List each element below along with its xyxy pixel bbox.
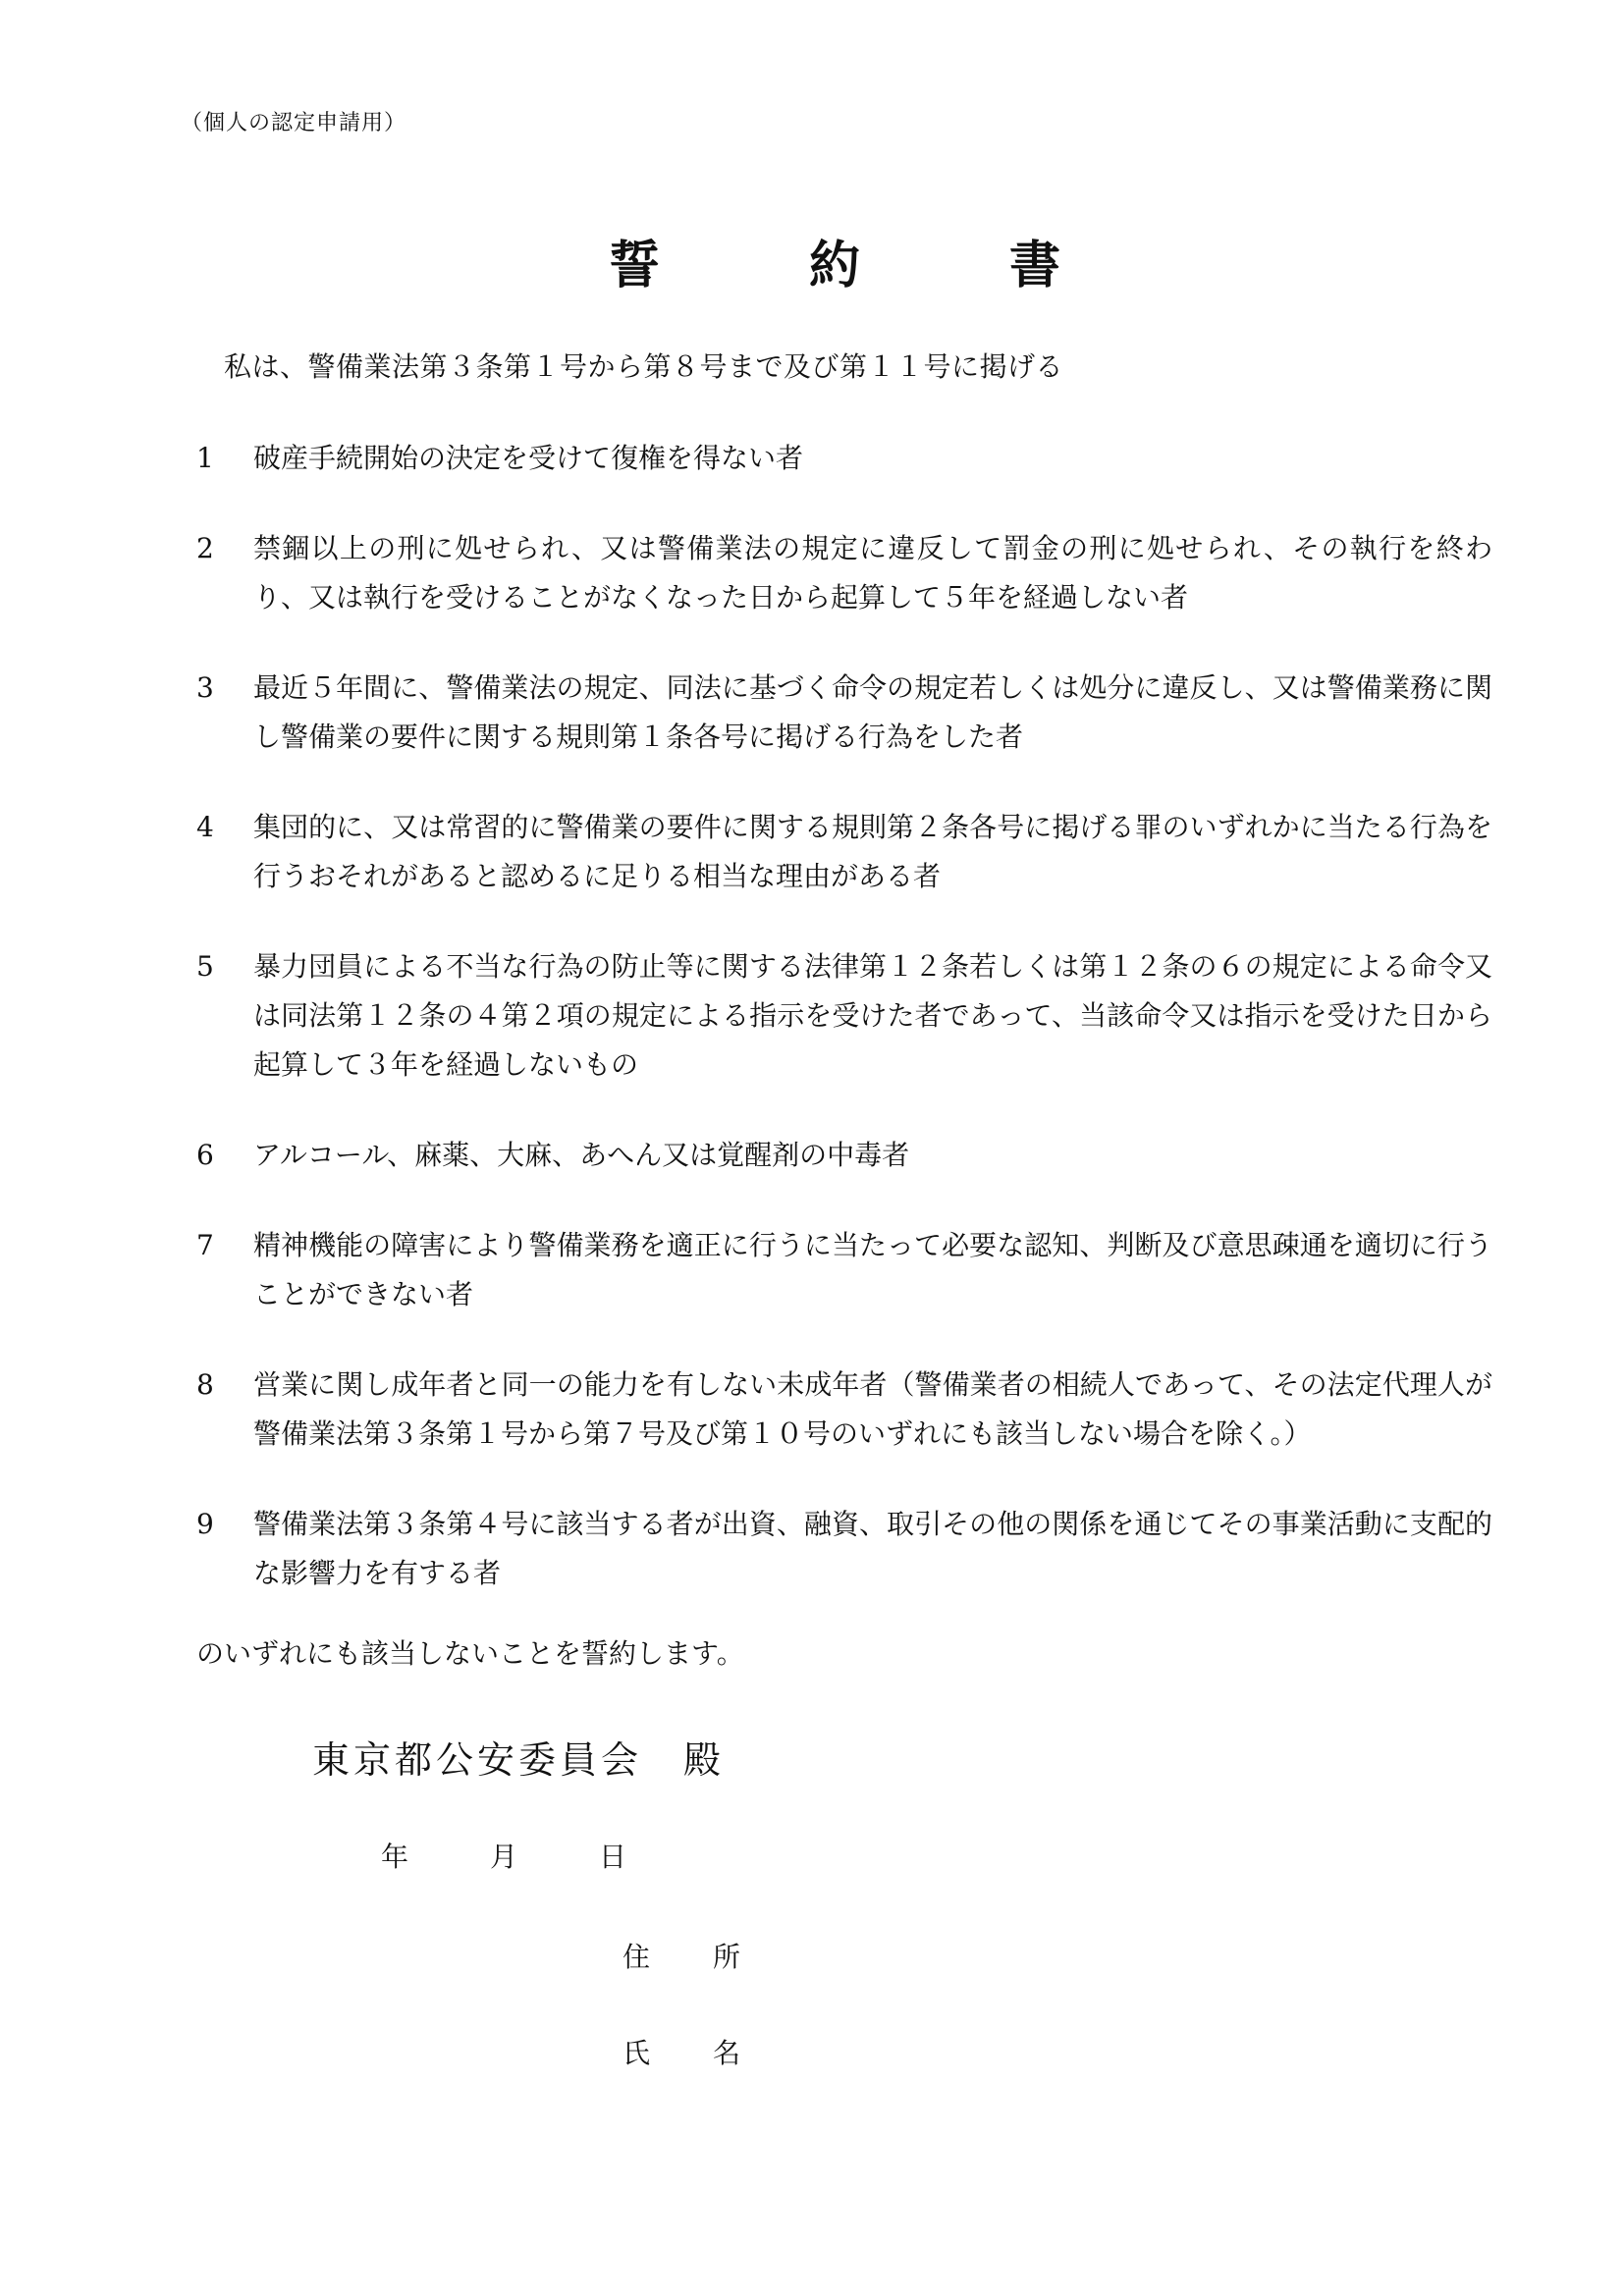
item-number: 3 [196, 671, 214, 704]
item-number: 9 [196, 1508, 214, 1540]
document-title [609, 224, 1060, 297]
list-item [196, 524, 1492, 622]
item-text: 警備業法第３条第４号に該当する者が出資、融資、取引その他の関係を通じてその事業活動に支配的な影響力を有する者 [253, 1508, 1492, 1589]
item-text: 集団的に、又は常習的に警備業の要件に関する規則第２条各号に掲げる罪のいずれかに当たる行為を行うおそれがあると認めるに足りる相当な理由がある者 [253, 811, 1492, 892]
item-number: 4 [196, 811, 214, 843]
list-item [196, 942, 1492, 1090]
item-text: 禁錮以上の刑に処せられ、又は警備業法の規定に違反して罰金の刑に処せられ、その執行を終わり、又は執行を受けることがなくなった日から起算して５年を経過しない者 [253, 532, 1492, 614]
list-item [196, 803, 1492, 901]
date-field [381, 1836, 626, 1875]
list-item [196, 1221, 1492, 1319]
title-char: 誓 [609, 237, 661, 295]
name-label-char: 氏 [623, 2037, 651, 2069]
item-text: アルコール、麻薬、大麻、あへん又は覚醒剤の中毒者 [253, 1139, 910, 1171]
list-item [196, 1131, 1492, 1180]
list-item [196, 1500, 1492, 1598]
day-label: 日 [598, 1841, 626, 1873]
item-text: 最近５年間に、警備業法の規定、同法に基づく命令の規定若しくは処分に違反し、又は警備業務に関し警備業の要件に関する規則第１条各号に掲げる行為をした者 [253, 671, 1492, 753]
name-label-char: 名 [712, 2037, 740, 2069]
item-number: 1 [196, 442, 214, 474]
item-number: 7 [196, 1229, 214, 1261]
title-char: 書 [1008, 237, 1060, 295]
document-type-note: （個人の認定申請用） [181, 111, 407, 135]
list-item [196, 1361, 1492, 1459]
item-number: 5 [196, 950, 214, 983]
address-label [623, 1936, 740, 1975]
conclusion-statement: のいずれにも該当しないことを誓約します。 [196, 1637, 744, 1670]
item-number: 2 [196, 532, 214, 564]
item-text: 暴力団員による不当な行為の防止等に関する法律第１２条若しくは第１２条の６の規定による命令又は同法第１２条の４第２項の規定による指示を受けた者であって、当該命令又は指示を受けた日から起算して３年を経過しないもの [253, 950, 1492, 1081]
item-text: 精神機能の障害により警備業務を適正に行うに当たって必要な認知、判断及び意思疎通を適切に行うことができない者 [253, 1229, 1492, 1310]
name-label [623, 2032, 740, 2071]
recipient-addressee: 東京都公安委員会 殿 [312, 1738, 726, 1782]
month-label: 月 [489, 1841, 517, 1873]
intro-statement: 私は、警備業法第３条第１号から第８号まで及び第１１号に掲げる [224, 350, 1064, 383]
address-label-char: 所 [712, 1941, 740, 1973]
year-label: 年 [381, 1841, 409, 1873]
disqualification-list [196, 434, 1492, 1639]
item-number: 6 [196, 1139, 214, 1171]
item-text: 破産手続開始の決定を受けて復権を得ない者 [253, 442, 804, 474]
list-item [196, 664, 1492, 762]
title-char: 約 [808, 237, 860, 295]
item-text: 営業に関し成年者と同一の能力を有しない未成年者（警備業者の相続人であって、その法定代理人が警備業法第３条第１号から第７号及び第１０号のいずれにも該当しない場合を除く。） [253, 1368, 1492, 1450]
item-number: 8 [196, 1368, 214, 1401]
list-item [196, 434, 1492, 483]
address-label-char: 住 [623, 1941, 651, 1973]
